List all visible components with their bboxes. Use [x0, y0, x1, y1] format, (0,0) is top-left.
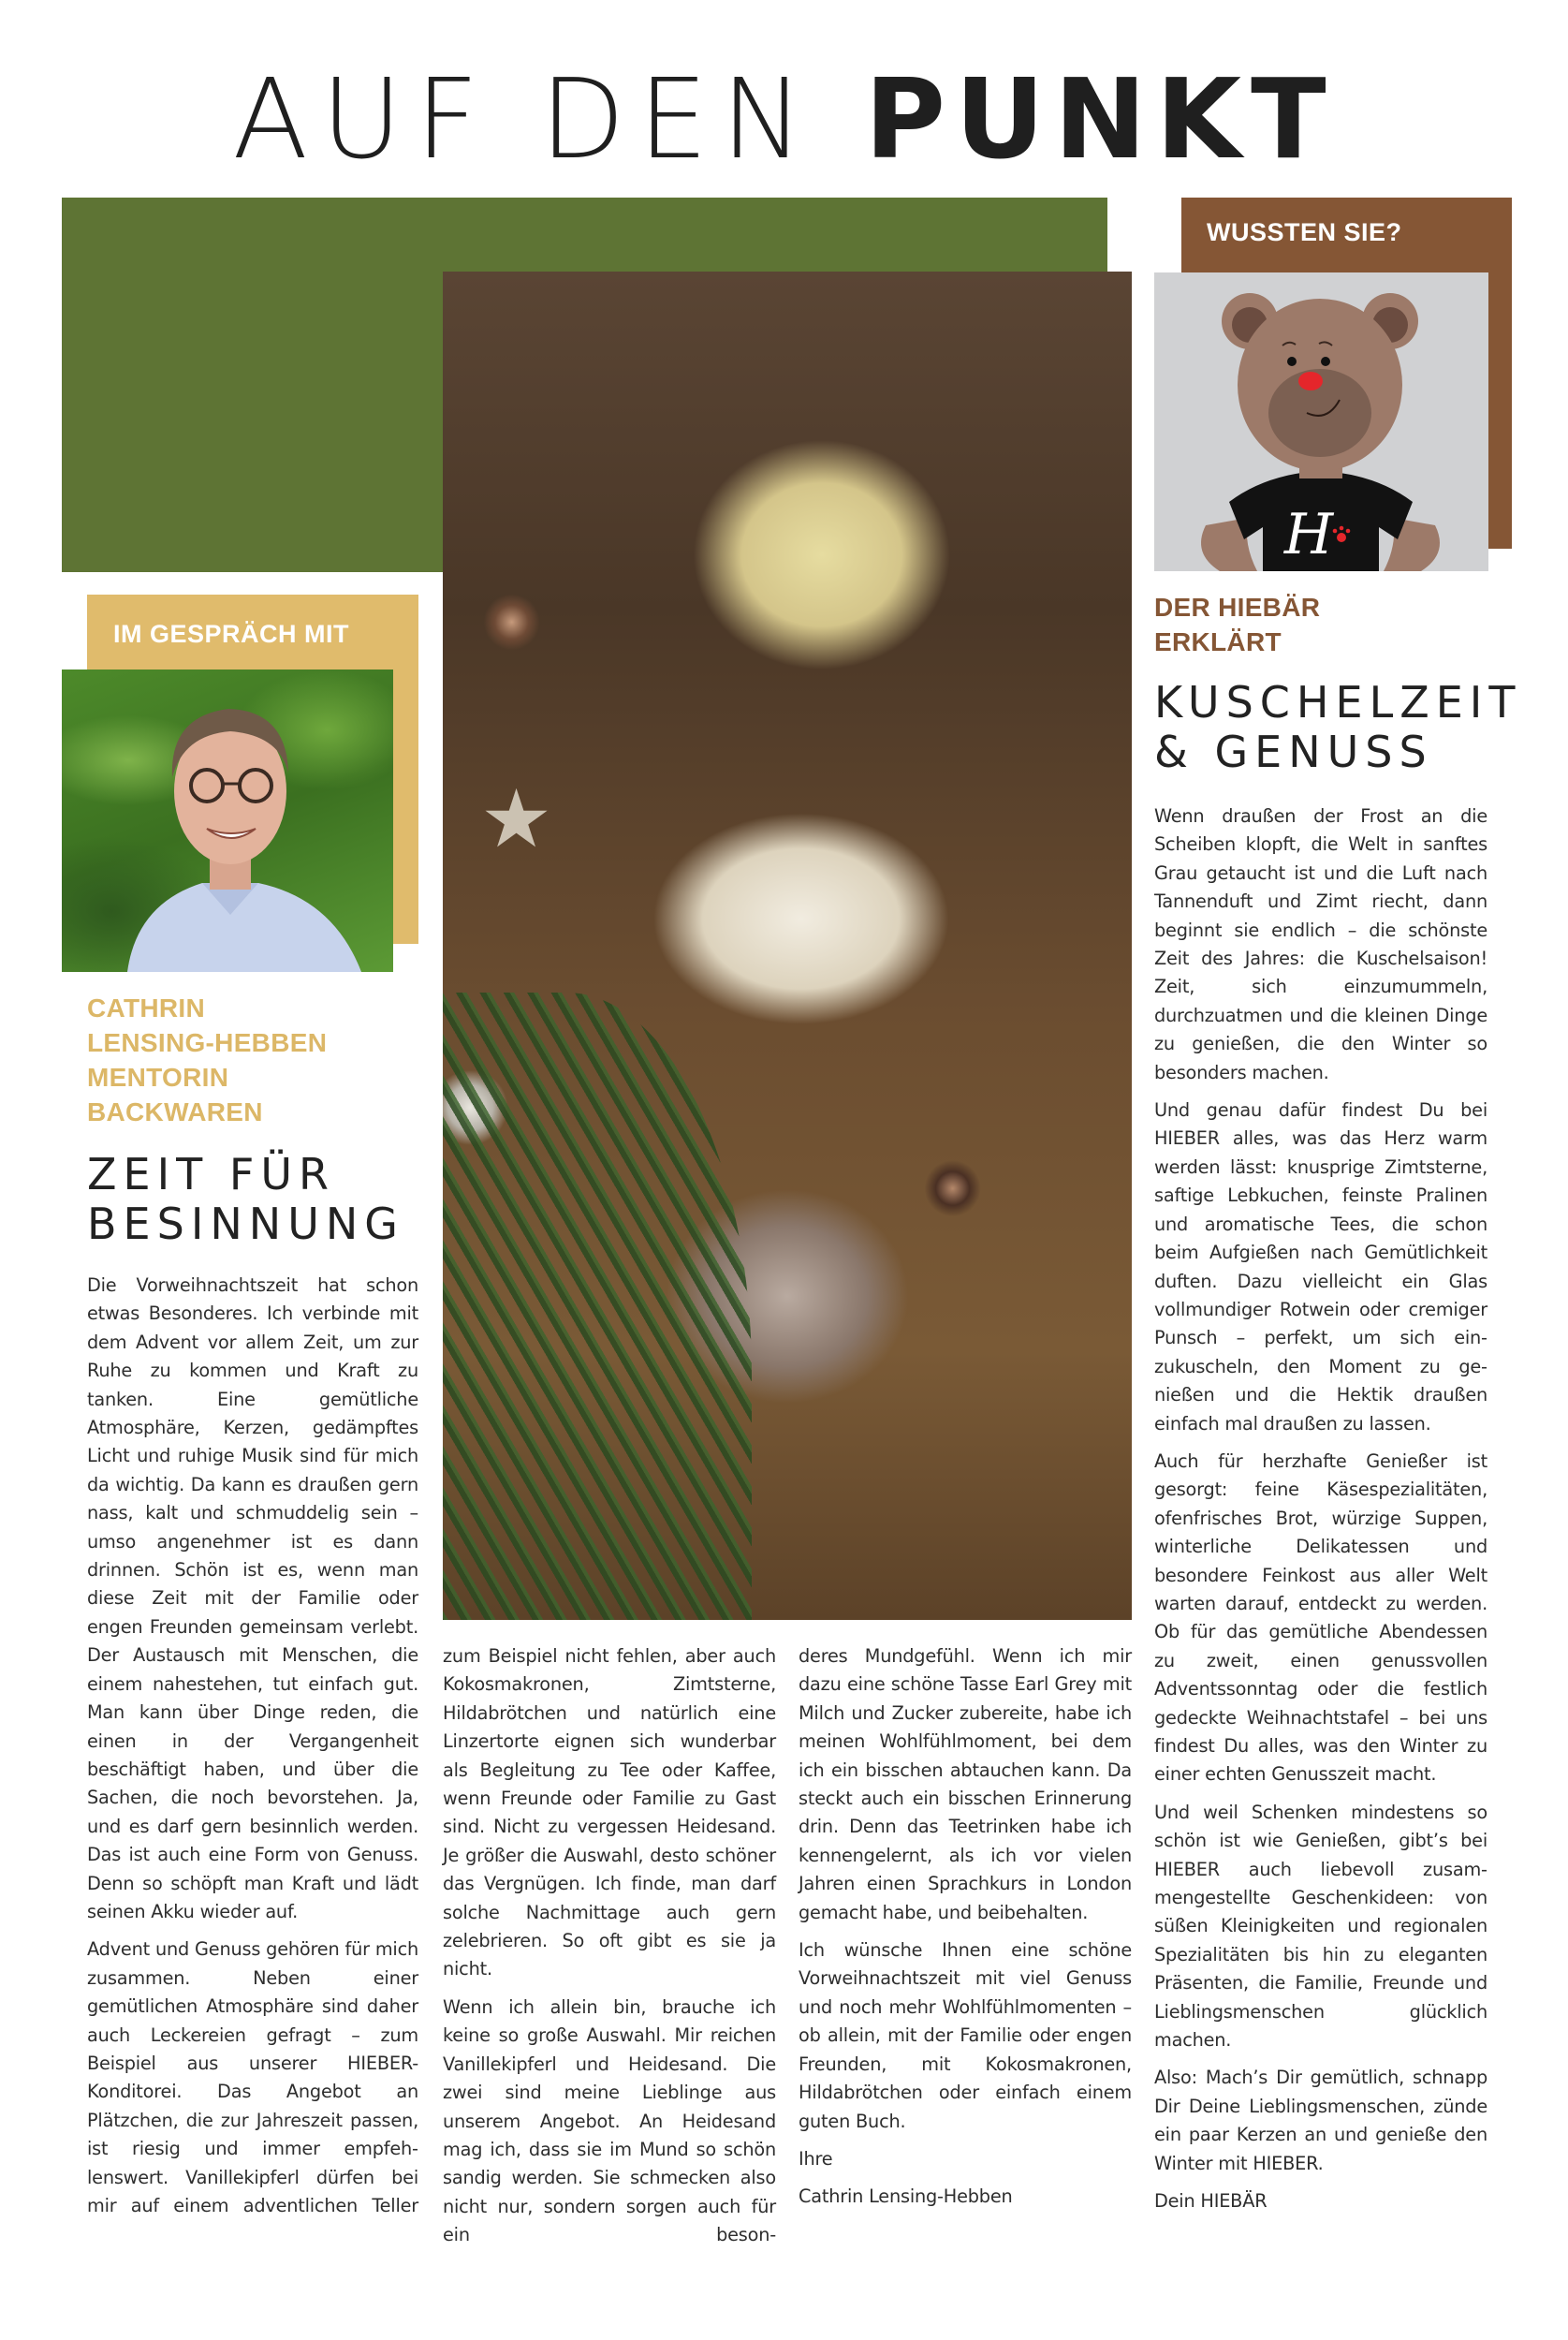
- interviewee-department: BACKWAREN: [87, 1097, 263, 1126]
- interview-column-2: [443, 1642, 776, 2259]
- wussten-sie-label: WUSSTEN SIE?: [1207, 218, 1402, 246]
- cookies-photo: [443, 272, 1132, 1620]
- sidebar-headline-line-2: & GENUSS: [1154, 727, 1433, 777]
- sidebar-kicker-line-1: DER HIEBÄR: [1154, 593, 1321, 622]
- sidebar-kicker-line-2: ERKLÄRT: [1154, 627, 1282, 656]
- interview-headline-line-2: BESINNUNG: [87, 1199, 404, 1249]
- page-title-light: AUF DEN: [232, 54, 817, 184]
- sidebar-body: [1154, 802, 1487, 2226]
- sidebar-paragraph: Auch für herzhafte Genießer ist gesorgt: feine Käsespezialitäten, ofenfrisches Brot, würzige Suppen, winterliche Delikatessen und besondere Feinkost aus aller Welt warten darauf, entdeckt zu werden. Ob für das gemütliche Abendessen zu zweit, einen genussvollen Adventssonntag oder die festlich gedeckte Weihnachtstafel – bei uns findest Du alles, was den Winter zu einer echten Genusszeit macht.: [1154, 1450, 1487, 1786]
- page-title: [0, 54, 1568, 184]
- interview-paragraph: Ich wünsche Ihnen eine schöne Vorweihnachtszeit mit viel Genuss und noch mehr Wohlfühlmomenten – ob allein, mit der Familie oder engen Freunden, mit Kokosmakronen, Hildabrötchen oder einfach einem guten Buch.: [799, 1939, 1132, 2132]
- interviewee-name: [87, 991, 327, 1129]
- sidebar-paragraph: Und genau dafür findest Du bei HIEBER alles, was das Herz warm werden lässt: knusprige Zimtsterne, saftige Lebkuchen, feinste Pralinen und aromatische Tees, die schon beim Aufgießen nach Gemütlichkeit duften. Dazu vielleicht ein Glas vollmundiger Rotwein oder cremiger Punsch – perfekt, um sich einzukuscheln, den Moment zu genießen und die Hektik draußen einfach mal draußen zu lassen.: [1154, 1099, 1487, 1435]
- interview-column-1: [87, 1272, 418, 2230]
- sidebar-paragraph: Also: Mach’s Dir gemütlich, schnapp Dir Deine Lieblingsmenschen, zünde ein paar Kerzen an und genieße den Winter mit HIEBER.: [1154, 2067, 1487, 2174]
- fir-branch-decoration: [443, 993, 752, 1620]
- interview-headline: [87, 1150, 404, 1249]
- interviewee-first-name: CATHRIN: [87, 993, 206, 1023]
- sidebar-paragraph: Wenn draußen der Frost an die Scheiben klopft, die Welt in sanftes Grau getaucht ist und die Luft nach Tannenduft und Zimt riecht, dann beginnt sie endlich – die schönste Zeit des Jahres: die Kuschelsaison! Zeit, sich einzumummeln, durchzuatmen und die kleinen Dinge zu genießen, die den Winter so besonders machen.: [1154, 805, 1487, 1083]
- author-portrait: [62, 670, 393, 972]
- interview-headline-line-1: ZEIT FÜR: [87, 1149, 335, 1199]
- interview-closing: Ihre: [799, 2147, 833, 2170]
- person-portrait-icon: [62, 670, 393, 972]
- interview-paragraph: deres Mundgefühl. Wenn ich mir dazu eine schöne Tasse Earl Grey mit Milch und Zucker zubereite, habe ich meinen Wohlfühlmoment, bei dem ich ein bisschen abtauchen kann. Da steckt auch ein bisschen Erinnerung drin. Denn das Teetrinken habe ich kennengelernt, als ich vor vielen Jahren einen Sprachkurs in London gemacht habe, und beibehalten.: [799, 1645, 1132, 1923]
- sidebar-headline: [1154, 678, 1521, 777]
- sidebar-paragraph: Und weil Schenken mindestens so schön ist wie Genießen, gibt’s bei HIEBER auch liebevoll zusammengestellte Geschenkideen: von süßen Kleinigkeiten und regionalen Spezialitäten bis hin zu eleganten Präsenten, die Familie, Freunde und Lieblingsmenschen glücklich machen.: [1154, 1801, 1487, 2052]
- svg-text:H: H: [1283, 502, 1334, 567]
- interviewee-last-name: LENSING-HEBBEN: [87, 1028, 328, 1057]
- star-ornament-icon: ★: [480, 773, 553, 866]
- sidebar-headline-line-1: KUSCHELZEIT: [1154, 677, 1522, 728]
- interview-paragraph: Wenn ich allein bin, brauche ich keine so große Auswahl. Mir reichen Vanillekipferl und Heidesand. Die zwei sind meine Lieblinge aus unserem Angebot. An Heidesand mag ich, dass sie im Mund so schön sandig werden. Sie schmecken also nicht nur, sondern sorgen auch für ein beson-: [443, 1995, 776, 2246]
- page-title-bold: PUNKT: [864, 54, 1336, 184]
- sidebar-kicker: [1154, 590, 1320, 659]
- sidebar-signature: Dein HIEBÄR: [1154, 2190, 1268, 2213]
- interview-paragraph: Advent und Genuss gehören für mich zusammen. Neben einer gemütlichen Atmosphäre sind daher auch Leckereien gefragt – zum Beispiel aus unserer HIEBER-Konditorei. Das Angebot an Plätzchen, die zur Jahreszeit passen, ist riesig und immer empfehlenswert. Vanillekipferl dürfen bei mir auf einem adventlichen Teller: [87, 1938, 418, 2216]
- interview-paragraph: zum Beispiel nicht fehlen, aber auch Kokosmakronen, Zimtsterne, Hildabrötchen und natürlich eine Linzertorte eignen sich wunderbar als Begleitung zu Tee oder Kaffee, wenn Freunde oder Familie zu Gast sind. Nicht zu vergessen Heidesand. Je größer die Auswahl, desto schöner das Vergnügen. Ich finde, man darf solche Nachmittage auch gern zelebrieren. So oft gibt es sie ja nicht.: [443, 1645, 776, 1980]
- interview-paragraph: Die Vorweihnachtszeit hat schon etwas Besonderes. Ich verbinde mit dem Advent vor allem Zeit, um zur Ruhe zu kommen und Kraft zu tanken. Eine gemütliche Atmosphäre, Kerzen, gedämpftes Licht und ruhige Musik sind für mich da wichtig. Da kann es draußen gern nass, kalt und schmuddelig sein – umso angenehmer ist es dann drinnen. Schön ist es, wenn man diese Zeit mit der Familie oder engen Freunden gemeinsam verlebt. Der Austausch mit Menschen, die einem nahestehen, tut einfach gut. Man kann über Dinge reden, die einen in der Vergangenheit beschäftigt haben, und über die Sachen, die noch bevorstehen. Ja, und es darf gern besinnlich werden. Das ist auch eine Form von Genuss. Denn so schöpft man Kraft und lädt seinen Akku wieder auf.: [87, 1274, 418, 1922]
- hiebaer-illustration: [1154, 272, 1488, 571]
- interview-signature: Cathrin Lensing-Hebben: [799, 2185, 1013, 2208]
- interview-label: IM GESPRÄCH MIT: [113, 620, 350, 648]
- bear-mascot-icon: [1154, 272, 1488, 571]
- interviewee-role: MENTORIN: [87, 1063, 229, 1092]
- interview-column-3: [799, 1642, 1132, 2221]
